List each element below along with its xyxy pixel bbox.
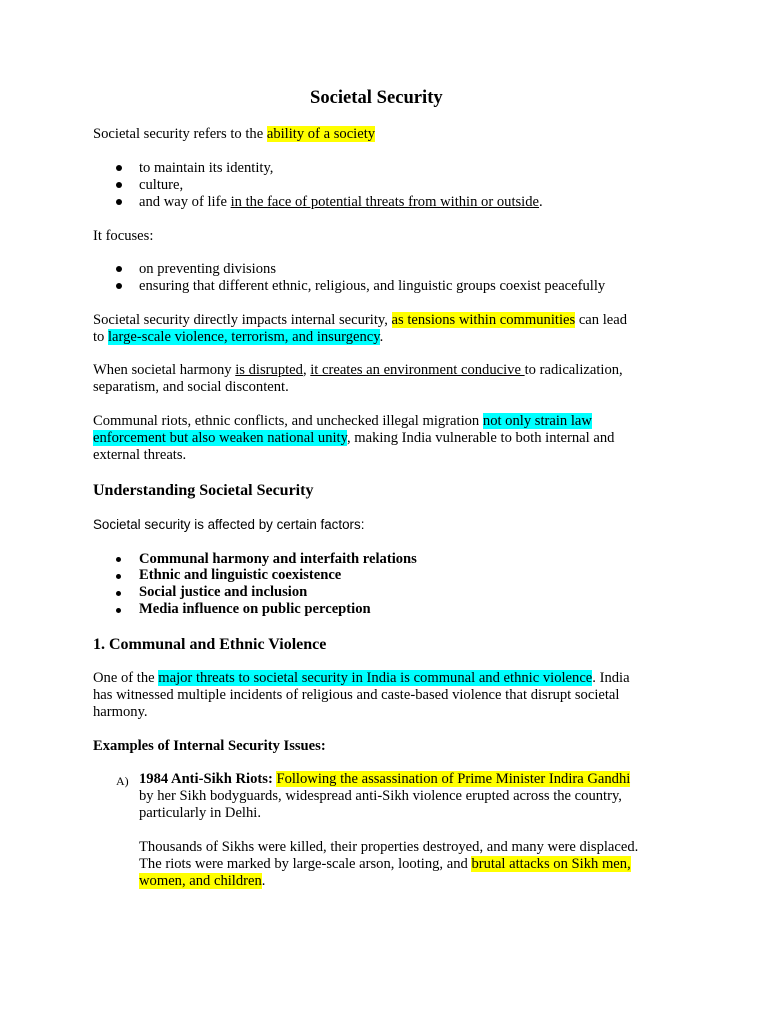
bullet-icon (116, 182, 122, 188)
impact-text-2: can lead (575, 312, 628, 328)
example-a-p2-line-3 (139, 873, 265, 890)
communal-text-2: , making India vulnerable to both internal and (346, 430, 615, 446)
impact-line-1 (93, 312, 627, 329)
violence-line-3: harmony. (93, 704, 148, 720)
example-a-p2-highlight-2: women, and children (139, 873, 262, 889)
harmony-line-2: separatism, and social discontent. (93, 379, 289, 395)
understanding-intro: Societal security is affected by certain factors: (93, 517, 365, 532)
impact-text-3: to (93, 329, 108, 345)
violence-text-2: . India (592, 670, 630, 686)
harmony-text-2: to radicalization, (524, 362, 623, 378)
intro-bullet-2: culture, (139, 177, 184, 193)
focus-bullet-1: on preventing divisions (139, 261, 277, 277)
bullet-icon (116, 608, 121, 613)
intro-text: Societal security refers to the (93, 126, 267, 142)
harmony-sep: , (302, 362, 311, 378)
example-a-p2-end: . (261, 873, 266, 889)
section-heading-violence: 1. Communal and Ethnic Violence (93, 636, 327, 653)
example-a-p2-line-2 (139, 856, 631, 873)
harmony-line-1 (93, 362, 623, 379)
page-title: Societal Security (310, 87, 443, 108)
intro-paragraph (93, 126, 375, 143)
focus-bullet-2: ensuring that different ethnic, religious, and linguistic groups coexist peacefully (139, 278, 606, 294)
bullet-icon (116, 266, 122, 272)
intro-highlight: ability of a society (266, 126, 376, 142)
example-a-p2-highlight-1: brutal attacks on Sikh men, (471, 856, 631, 872)
bullet-icon (116, 591, 121, 596)
harmony-text: When societal harmony (93, 362, 236, 378)
factor-item: Media influence on public perception (139, 601, 371, 617)
factor-item: Communal harmony and interfaith relations (139, 551, 417, 567)
intro-bullet-3-underlined: in the face of potential threats from within or outside (230, 194, 540, 210)
communal-line-2 (93, 430, 614, 447)
bullet-icon (116, 557, 121, 562)
bullet-icon (116, 574, 121, 579)
section-heading-understanding: Understanding Societal Security (93, 482, 314, 499)
impact-text: Societal security directly impacts internal security, (93, 312, 392, 328)
focus-label: It focuses: (93, 228, 154, 244)
intro-bullet-3 (139, 194, 543, 211)
impact-text-4: . (379, 329, 384, 345)
communal-highlight-1: not only strain law (482, 413, 592, 429)
impact-line-2 (93, 329, 383, 346)
bullet-icon (116, 165, 122, 171)
communal-line-1 (93, 413, 592, 430)
bullet-icon (116, 283, 122, 289)
violence-line-1 (93, 670, 630, 687)
communal-text: Communal riots, ethnic conflicts, and unchecked illegal migration (93, 413, 483, 429)
example-a-highlight: Following the assassination of Prime Minister Indira Gandhi (276, 771, 631, 787)
harmony-underline-2: it creates an environment conducive (310, 362, 525, 378)
impact-highlight-2: large-scale violence, terrorism, and insurgency (108, 329, 380, 345)
communal-line-3: external threats. (93, 447, 187, 463)
intro-bullet-1: to maintain its identity, (139, 160, 274, 176)
example-a-title: 1984 Anti-Sikh Riots: (139, 771, 273, 787)
violence-text: One of the (93, 670, 159, 686)
factor-item: Social justice and inclusion (139, 584, 308, 600)
violence-line-2: has witnessed multiple incidents of religious and caste-based violence that disrupt societal (93, 687, 620, 703)
example-a-p2-text: The riots were marked by large-scale arson, looting, and (139, 856, 472, 872)
violence-highlight: major threats to societal security in India is communal and ethnic violence (158, 670, 593, 686)
example-a-p2-line-1: Thousands of Sikhs were killed, their properties destroyed, and many were displaced. (139, 839, 639, 855)
example-a-line-1 (139, 771, 630, 788)
examples-heading: Examples of Internal Security Issues: (93, 738, 326, 754)
communal-highlight-2: enforcement but also weaken national unity (93, 430, 347, 446)
list-marker-a: A) (116, 774, 129, 788)
bullet-icon (116, 199, 122, 205)
factor-item: Ethnic and linguistic coexistence (139, 567, 342, 583)
example-a-line-3: particularly in Delhi. (139, 805, 261, 821)
intro-bullet-3-end: . (539, 194, 543, 210)
intro-bullet-3-text: and way of life (139, 194, 231, 210)
harmony-underline-1: is disrupted (235, 362, 303, 378)
impact-highlight-1: as tensions within communities (391, 312, 576, 328)
example-a-line-2: by her Sikh bodyguards, widespread anti-Sikh violence erupted across the country, (139, 788, 622, 804)
